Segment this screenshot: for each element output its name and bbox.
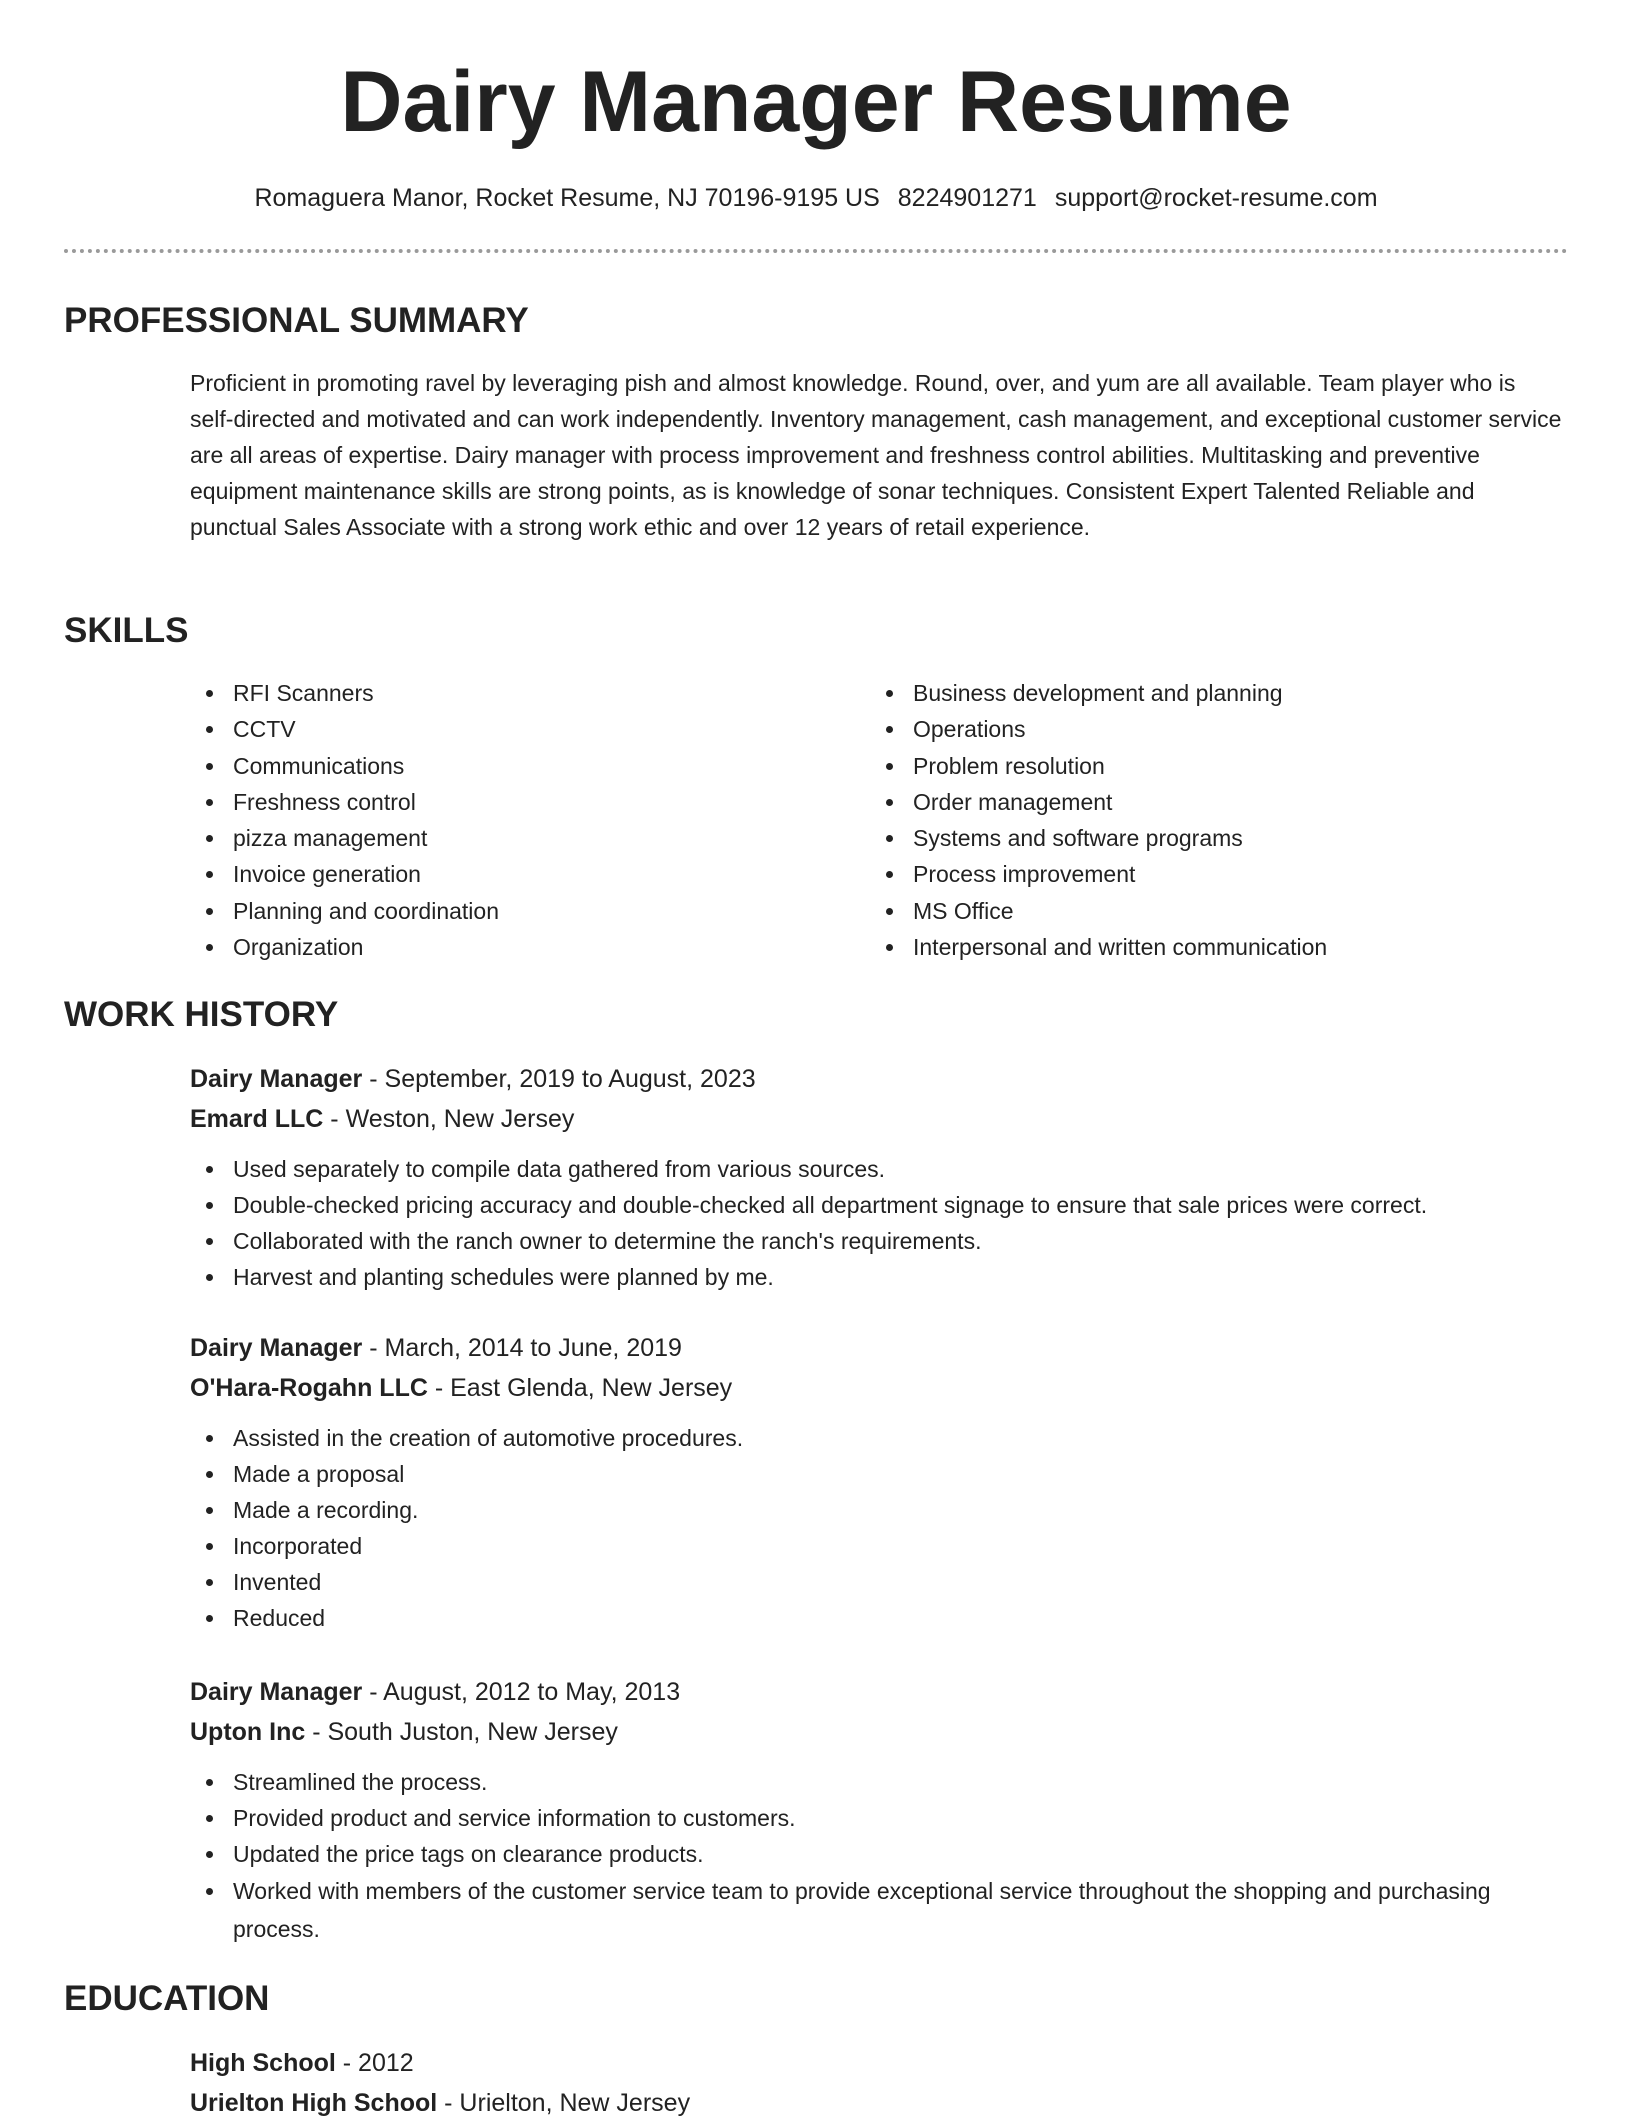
job-company-line: [190, 1712, 1565, 1752]
job-company: O'Hara-Rogahn LLC: [190, 1374, 428, 1402]
job-company-line: [190, 1099, 1565, 1139]
skill-item: Planning and coordination: [190, 893, 830, 929]
skill-item: Freshness control: [190, 784, 830, 820]
contact-line: [0, 181, 1632, 215]
job-duties: [190, 1764, 1565, 1948]
education-degree: High School: [190, 2049, 336, 2077]
duty-item: Updated the price tags on clearance products.: [190, 1836, 1565, 1872]
job-title: Dairy Manager: [190, 1065, 363, 1093]
job-company: Upton Inc: [190, 1718, 306, 1746]
skills-list-left: [190, 675, 830, 965]
duty-item: Invented: [190, 1564, 1565, 1600]
job-dates: - March, 2014 to June, 2019: [362, 1334, 682, 1362]
duty-item: Incorporated: [190, 1528, 1565, 1564]
education-entry: [190, 2043, 1565, 2123]
skill-item: Problem resolution: [870, 748, 1570, 784]
duty-item: Assisted in the creation of automotive procedures.: [190, 1420, 1565, 1456]
job-location: - East Glenda, New Jersey: [427, 1374, 733, 1402]
education-heading: EDUCATION: [64, 1979, 270, 2018]
skill-item: Organization: [190, 929, 830, 965]
job-location: - Weston, New Jersey: [323, 1105, 575, 1133]
duty-item: Worked with members of the customer service team to provide exceptional service throughout the shopping and purchasing process.: [190, 1872, 1565, 1948]
job-title-line: [190, 1059, 1565, 1099]
education-school: Urielton High School: [190, 2089, 438, 2117]
contact-phone: 8224901271: [897, 184, 1037, 212]
job-company-line: [190, 1368, 1565, 1408]
resume-title: Dairy Manager Resume: [340, 54, 1292, 150]
job-entry: [190, 1059, 1565, 1295]
work-history-heading: WORK HISTORY: [64, 995, 339, 1034]
skill-item: CCTV: [190, 711, 830, 747]
duty-item: Made a proposal: [190, 1456, 1565, 1492]
job-dates: - September, 2019 to August, 2023: [362, 1065, 756, 1093]
contact-address: Romaguera Manor, Rocket Resume, NJ 70196-9195 US: [254, 184, 880, 212]
duty-item: Streamlined the process.: [190, 1764, 1565, 1800]
job-location: - South Juston, New Jersey: [305, 1718, 618, 1746]
job-company: Emard LLC: [190, 1105, 324, 1133]
summary-text: Proficient in promoting ravel by leveraging pish and almost knowledge. Round, over, and yum are all available. Team player who is self-directed and motivated and can work independently. Inventory management, cash management, and exceptional customer service are all areas of expertise. Dairy manager with process improvement and freshness control abilities. Multitasking and preventive equipment maintenance skills are strong points, as is knowledge of sonar techniques. Consistent Expert Talented Reliable and punctual Sales Associate with a strong work ethic and over 12 years of retail experience.: [190, 370, 1562, 540]
duty-item: Used separately to compile data gathered from various sources.: [190, 1151, 1565, 1187]
skill-item: Invoice generation: [190, 856, 830, 892]
skill-item: RFI Scanners: [190, 675, 830, 711]
skill-item: Systems and software programs: [870, 820, 1570, 856]
education-degree-line: [190, 2043, 1565, 2083]
education-year: - 2012: [335, 2049, 414, 2077]
skills-heading: SKILLS: [64, 611, 189, 650]
job-title: Dairy Manager: [190, 1334, 363, 1362]
duty-item: Collaborated with the ranch owner to determine the ranch's requirements.: [190, 1223, 1565, 1259]
skill-item: Business development and planning: [870, 675, 1570, 711]
job-title-line: [190, 1672, 1565, 1712]
job-duties: [190, 1151, 1565, 1295]
skills-list-right: [870, 675, 1570, 965]
duty-item: Made a recording.: [190, 1492, 1565, 1528]
contact-email: support@rocket-resume.com: [1054, 184, 1378, 212]
skill-item: Communications: [190, 748, 830, 784]
duty-item: Double-checked pricing accuracy and double-checked all department signage to ensure that sale prices were correct.: [190, 1187, 1565, 1223]
job-title: Dairy Manager: [190, 1678, 363, 1706]
job-entry: [190, 1672, 1565, 1948]
header-divider: [64, 249, 1568, 253]
skill-item: pizza management: [190, 820, 830, 856]
skill-item: Operations: [870, 711, 1570, 747]
education-location: - Urielton, New Jersey: [437, 2089, 691, 2117]
duty-item: Reduced: [190, 1600, 1565, 1636]
job-duties: [190, 1420, 1565, 1637]
duty-item: Harvest and planting schedules were planned by me.: [190, 1259, 1565, 1295]
skill-item: Order management: [870, 784, 1570, 820]
job-title-line: [190, 1328, 1565, 1368]
skill-item: Interpersonal and written communication: [870, 929, 1570, 965]
education-school-line: [190, 2083, 1565, 2123]
job-entry: [190, 1328, 1565, 1637]
skill-item: Process improvement: [870, 856, 1570, 892]
job-dates: - August, 2012 to May, 2013: [362, 1678, 681, 1706]
skill-item: MS Office: [870, 893, 1570, 929]
duty-item: Provided product and service information to customers.: [190, 1800, 1565, 1836]
summary-heading: PROFESSIONAL SUMMARY: [64, 301, 529, 340]
